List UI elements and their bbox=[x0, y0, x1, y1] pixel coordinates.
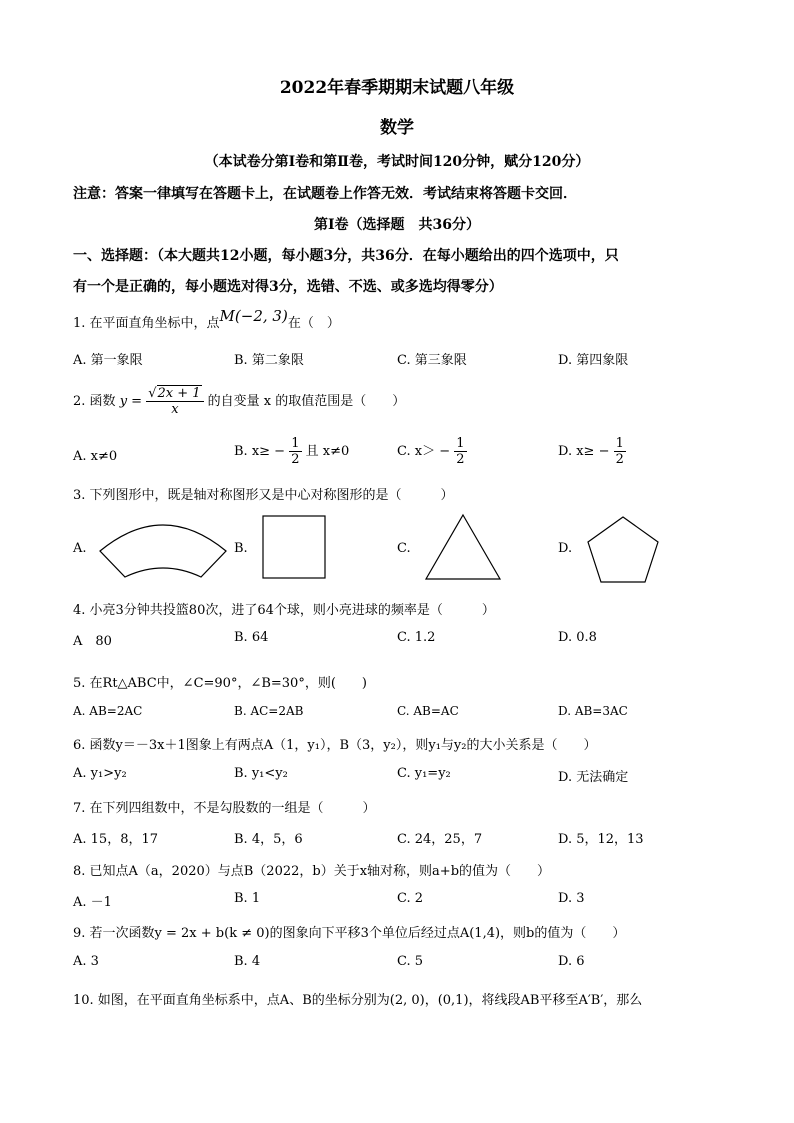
exam-note: （本试卷分第Ⅰ卷和第Ⅱ卷，考试时间120分钟，赋分120分） bbox=[204, 154, 590, 170]
question-2-stem-post: 的自变量 x 的取值范围是（ ） bbox=[207, 394, 406, 409]
question-7: 7. 在下列四组数中，不是勾股数的一组是（ ） bbox=[73, 801, 376, 816]
q7-option-b: B. 4，5，6 bbox=[234, 832, 303, 847]
q2-option-b: B. x≥ − $\frac{1}{2}$ 且 x≠0 bbox=[234, 436, 350, 467]
q7-option-d: D. 5，12，13 bbox=[558, 832, 644, 847]
q1-option-d: D. 第四象限 bbox=[558, 353, 629, 368]
q3-option-b: B. bbox=[234, 541, 248, 556]
question-4: 4. 小亮3分钟共投篮80次，进了64个球，则小亮进球的频率是（ ） bbox=[73, 603, 495, 618]
q2-option-c: C. x＞ − $\frac{1}{2}$ bbox=[397, 436, 465, 467]
attention-note: 注意：答案一律填写在答题卡上，在试题卷上作答无效．考试结束将答题卡交回． bbox=[73, 186, 577, 202]
q8-option-a: A. －1 bbox=[73, 895, 112, 910]
q7-option-a: A. 15，8，17 bbox=[73, 832, 159, 847]
q9-option-c: C. 5 bbox=[397, 954, 424, 969]
q9-option-a: A. 3 bbox=[73, 954, 99, 969]
question-1-stem-post: 在（ ） bbox=[287, 316, 340, 331]
section-instructions-line2: 有一个是正确的，每小题选对得3分，选错、不选、或多选均得零分） bbox=[73, 279, 503, 295]
q5-option-d: D. AB=3AC bbox=[558, 704, 628, 718]
q6-option-b: B. y₁<y₂ bbox=[234, 766, 288, 781]
q6-option-c: C. y₁=y₂ bbox=[397, 766, 451, 781]
q3-option-d: D. bbox=[558, 541, 573, 556]
triangle-shape bbox=[423, 513, 503, 581]
q1-option-b: B. 第二象限 bbox=[234, 353, 304, 368]
question-2 bbox=[73, 386, 405, 417]
question-2-numerator: 2x + 1 bbox=[157, 386, 201, 401]
q5-option-c: C. AB=AC bbox=[397, 704, 459, 718]
q1-option-a: A. 第一象限 bbox=[73, 353, 143, 368]
question-8: 8. 已知点A（a，2020）与点B（2022，b）关于x轴对称，则a+b的值为（ ） bbox=[73, 864, 551, 879]
q2-option-a: A. x≠0 bbox=[73, 449, 118, 464]
subject-title: 数学 bbox=[380, 118, 414, 138]
part-one-heading: 第Ⅰ卷（选择题 共36分） bbox=[313, 217, 481, 233]
q9-option-b: B. 4 bbox=[234, 954, 261, 969]
q4-option-d: D. 0.8 bbox=[558, 630, 597, 645]
q6-option-d: D. 无法确定 bbox=[558, 770, 629, 785]
q7-option-c: C. 24，25，7 bbox=[397, 832, 483, 847]
q1-option-c: C. 第三象限 bbox=[397, 353, 467, 368]
q8-option-b: B. 1 bbox=[234, 891, 261, 906]
question-3: 3. 下列图形中，既是轴对称图形又是中心对称图形的是（ ） bbox=[73, 488, 454, 503]
question-1-point: M(−2, 3) bbox=[219, 307, 288, 325]
q2-d-half: $\frac{1}{2}$ bbox=[615, 436, 624, 467]
q4-option-b: B. 64 bbox=[234, 630, 269, 645]
square-shape bbox=[262, 515, 326, 579]
question-2-stem-pre: 2. 函数 bbox=[73, 394, 116, 409]
q2-c-half: $\frac{1}{2}$ bbox=[456, 436, 465, 467]
sector-shape bbox=[97, 515, 229, 579]
q3-option-c: C. bbox=[397, 541, 411, 556]
q4-option-c: C. 1.2 bbox=[397, 630, 436, 645]
question-10: 10. 如图，在平面直角坐标系中，点A、B的坐标分别为(2, 0)，(0,1)，将线段AB平移至A′B′，那么 bbox=[73, 993, 643, 1008]
question-5: 5. 在Rt△ABC中，∠C=90°，∠B=30°，则( ) bbox=[73, 676, 367, 691]
q2-b-half: $\frac{1}{2}$ bbox=[291, 436, 300, 467]
q2-option-d: D. x≥ − $\frac{1}{2}$ bbox=[558, 436, 624, 467]
q9-option-d: D. 6 bbox=[558, 954, 585, 969]
q5-option-a: A. AB=2AC bbox=[73, 704, 143, 718]
q6-option-a: A. y₁>y₂ bbox=[73, 766, 127, 781]
question-2-denominator: x bbox=[171, 402, 179, 417]
q8-option-c: C. 2 bbox=[397, 891, 424, 906]
question-1 bbox=[73, 307, 340, 331]
q5-option-b: B. AC=2AB bbox=[234, 704, 304, 718]
exam-title: 2022年春季期期末试题八年级 bbox=[279, 78, 515, 98]
q3-option-a: A. bbox=[73, 541, 87, 556]
q8-option-d: D. 3 bbox=[558, 891, 585, 906]
question-2-fraction: $\frac{√2x + 1}{x}$ bbox=[146, 386, 203, 417]
question-2-y-eq: y = bbox=[119, 394, 143, 409]
question-6: 6. 函数y＝－3x＋1图象上有两点A（1，y₁），B（3，y₂），则y₁与y₂的大小关系是（ ） bbox=[73, 738, 597, 753]
question-9: 9. 若一次函数y = 2x + b(k ≠ 0)的图象向下平移3个单位后经过点A(1,4)，则b的值为（ ） bbox=[73, 926, 626, 941]
question-1-stem-pre: 1. 在平面直角坐标中，点 bbox=[73, 316, 220, 331]
section-instructions-line1: 一、选择题：（本大题共12小题，每小题3分，共36分．在每小题给出的四个选项中，只 bbox=[73, 248, 619, 264]
pentagon-shape bbox=[585, 515, 661, 585]
q4-option-a: A 80 bbox=[73, 634, 112, 649]
